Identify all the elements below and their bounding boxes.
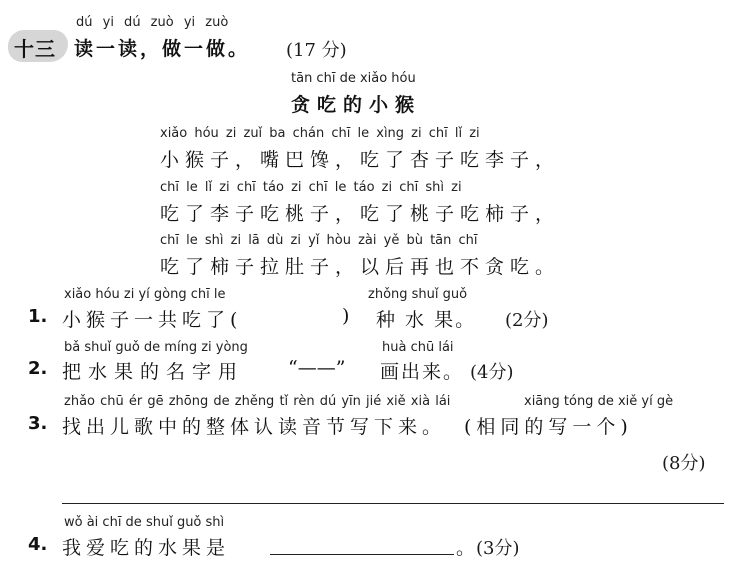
- question-1-text: 小猴子一共吃了(: [62, 309, 243, 331]
- question-1-pinyin-2: zhǒng shuǐ guǒ: [368, 287, 468, 302]
- question-1-points: (2分): [505, 310, 549, 331]
- section-number: 十三: [14, 37, 56, 61]
- question-2-text: 把水果的名字用: [62, 361, 245, 383]
- question-3-answer-line[interactable]: [62, 503, 724, 504]
- question-2-points: (4分): [470, 362, 514, 383]
- question-1-text-2: 种 水 果。: [376, 309, 477, 331]
- poem-line-3: 吃了柿子拉肚子，以后再也不贪吃。: [160, 256, 561, 278]
- poem-line-3-pinyin: chī le shì zi lā dù zi yǐ hòu zài yě bù tān chī: [160, 233, 478, 248]
- section-title: 读一读，做一做。: [74, 38, 251, 60]
- question-1-number: 1.: [28, 306, 48, 327]
- section-points: (17 分): [286, 40, 347, 61]
- question-2-text-2: 画出来。: [380, 361, 465, 383]
- question-4-answer-line[interactable]: [270, 554, 454, 555]
- question-2-pinyin: bǎ shuǐ guǒ de míng zi yòng: [64, 340, 248, 355]
- poem-line-2-pinyin: chī le lǐ zi chī táo zi chī le táo zi chī shì zi: [160, 180, 462, 195]
- poem-title-pinyin: tān chī de xiǎo hóu: [291, 71, 416, 86]
- question-2-underline-mark: “——”: [288, 357, 346, 379]
- question-4-text: 我爱吃的水果是: [62, 537, 231, 559]
- question-2-pinyin-2: huà chū lái: [382, 340, 454, 355]
- poem-title: 贪吃的小猴: [291, 94, 422, 116]
- question-4-period: 。: [456, 537, 480, 559]
- question-3-points: (8分): [662, 453, 706, 474]
- poem-line-1-pinyin: xiǎo hóu zi zuǐ ba chán chī le xìng zi chī lǐ zi: [160, 126, 480, 141]
- question-3-pinyin: zhǎo chū ér gē zhōng de zhěng tǐ rèn dú yīn jié xiě xià lái: [64, 394, 451, 409]
- question-1-pinyin: xiǎo hóu zi yí gòng chī le: [64, 287, 226, 302]
- question-4-number: 4.: [28, 534, 48, 555]
- poem-line-2: 吃了李子吃桃子，吃了桃子吃柿子，: [160, 203, 561, 225]
- poem-line-1: 小猴子，嘴巴馋，吃了杏子吃李子，: [160, 149, 561, 171]
- question-4-pinyin: wǒ ài chī de shuǐ guǒ shì: [64, 515, 225, 530]
- question-3-pinyin-2: xiāng tóng de xiě yí gè: [524, 394, 674, 409]
- question-1-paren-close: ): [342, 305, 354, 327]
- question-3-text: 找出儿歌中的整体认读音节写下来。: [62, 416, 447, 438]
- question-3-number: 3.: [28, 413, 48, 434]
- question-4-points: (3分): [476, 538, 520, 559]
- section-title-pinyin: dú yi dú zuò yi zuò: [76, 15, 229, 30]
- question-2-number: 2.: [28, 358, 48, 379]
- question-3-note: (相同的写一个): [464, 416, 633, 438]
